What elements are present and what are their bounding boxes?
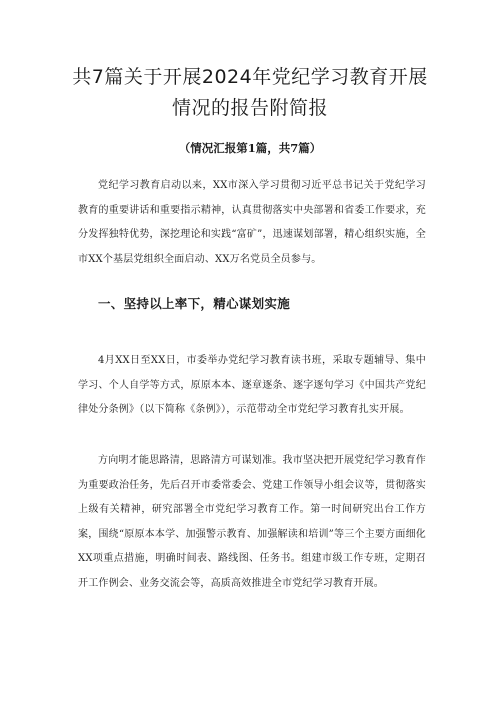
document-subtitle: （情况汇报第1篇，共7篇） [178, 141, 322, 155]
body-paragraph-1: 4月XX日至XX日，市委举办党纪学习教育读书班，采取专题辅导、集中学习、个人自学等方式，原原本本、逐章逐条、逐字逐句学习《中国共产党纪律处分条例》（以下简称《条例》），示范带动全市党纪学习教育扎实开展。 [78, 355, 426, 416]
body-paragraph-2: 方向明才能思路清，思路清方可谋划准。我市坚决把开展党纪学习教育作为重要政治任务，先后召开市委常委会、党建工作领导小组会议等，贯彻落实上级有关精神，研究部署全市党纪学习教育工作。第一时间研究出台工作方案，围绕“原原本本学、加强警示教育、加强解读和培训”等三个主要方面细化XX项重点措施，明确时间表、路线图、任务书。组建市级工作专班，定期召开工作例会、业务交流会等，高质高效推进全市党纪学习教育开展。 [78, 455, 426, 589]
document-title-line-2: 情况的报告附简报 [171, 97, 328, 119]
document-title-line-1: 共7篇关于开展2024年党纪学习教育开展 [72, 66, 428, 88]
section-heading: 一、坚持以上率下，精心谋划实施 [98, 296, 291, 311]
intro-paragraph: 党纪学习教育启动以来，XX市深入学习贯彻习近平总书记关于党纪学习教育的重要讲话和重要指示精神，认真贯彻落实中央部署和省委工作要求，充分发挥独特优势，深挖理论和实践“富矿”，迅速谋划部署，精心组织实施，全市XX个基层党组织全面启动、XX万名党员全员参与。 [78, 180, 426, 265]
